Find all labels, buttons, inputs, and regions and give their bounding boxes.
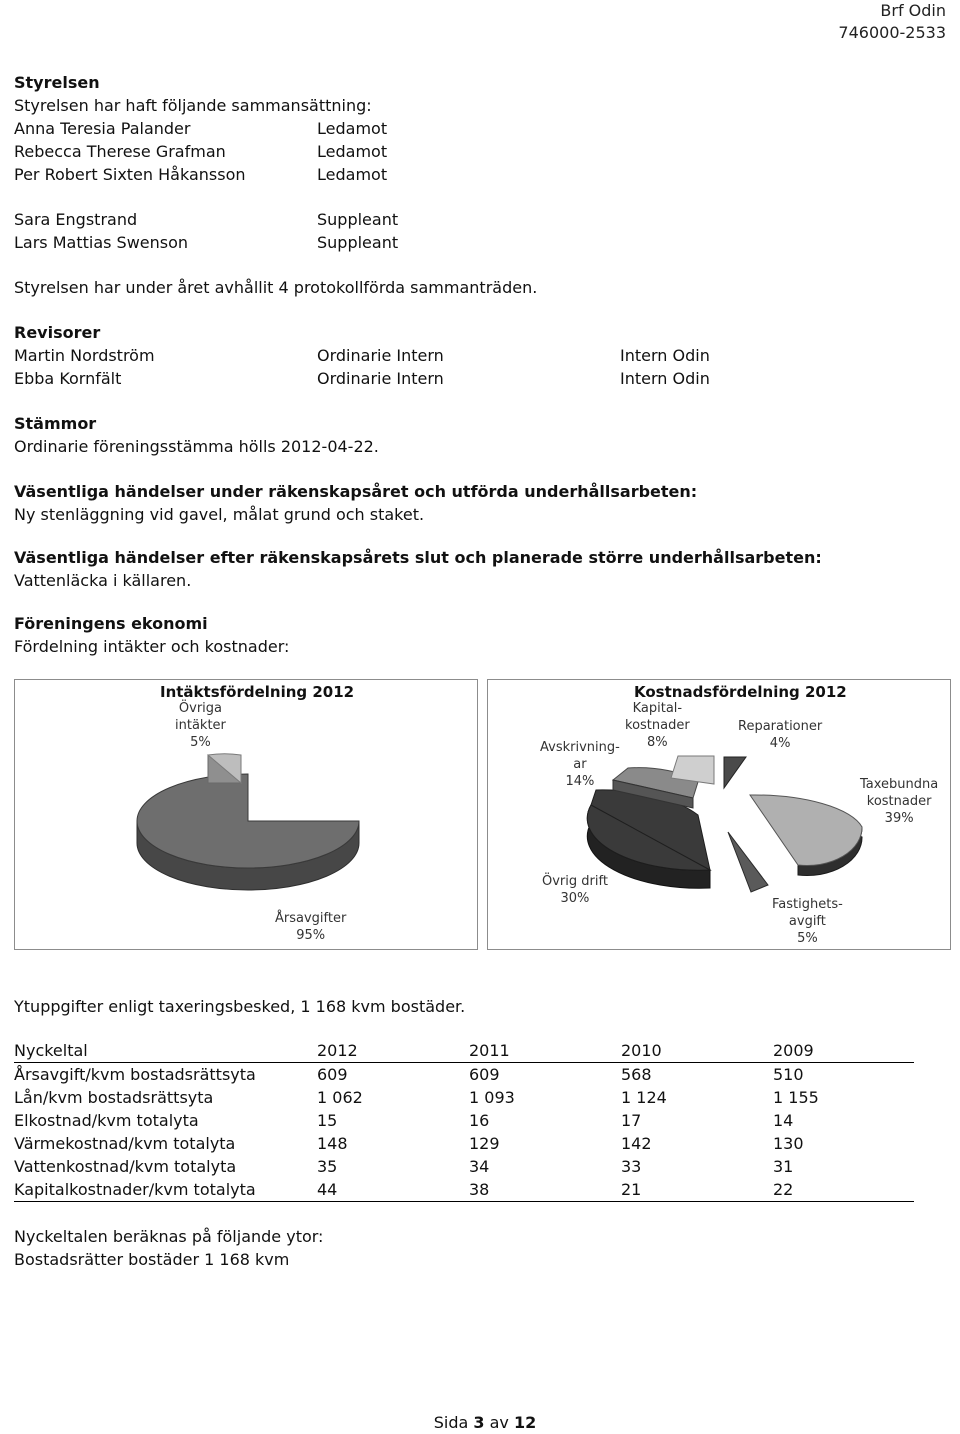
meetings-text: Ordinarie föreningsstämma hölls 2012-04-22. xyxy=(14,437,379,456)
org-name: Brf Odin xyxy=(880,1,946,20)
table-cell: 14 xyxy=(773,1111,794,1130)
table-cell: 1 155 xyxy=(773,1088,819,1107)
table-row xyxy=(14,1086,914,1109)
header-cell: 2012 xyxy=(317,1039,469,1063)
label-line: 8% xyxy=(647,735,668,750)
table-cell: 510 xyxy=(773,1065,804,1084)
member-role: Ledamot xyxy=(317,165,388,184)
table-row xyxy=(14,1063,914,1087)
table-cell: 22 xyxy=(773,1178,914,1202)
table-cell: 15 xyxy=(317,1111,338,1130)
table-cell: Lån/kvm bostadsrättsyta xyxy=(14,1088,214,1107)
member-role: Suppleant xyxy=(317,233,399,252)
label-line: Övriga xyxy=(178,701,222,716)
label-line: kostnader xyxy=(866,794,932,809)
member-name: Lars Mattias Swenson xyxy=(14,233,189,252)
table-cell: 21 xyxy=(621,1178,773,1202)
label-arsavgifter xyxy=(275,910,346,944)
member-role: Ledamot xyxy=(317,119,388,138)
table-cell: Kapitalkostnader/kvm totalyta xyxy=(14,1178,317,1202)
auditor-org: Intern Odin xyxy=(620,369,710,388)
label-avskrivningar xyxy=(540,739,620,790)
table-header-row xyxy=(14,1039,914,1063)
label-line: intäkter xyxy=(175,718,226,733)
header-cell: 2011 xyxy=(469,1039,621,1063)
table-cell: 1 124 xyxy=(621,1088,667,1107)
areas-line: Bostadsrätter bostäder 1 168 kvm xyxy=(14,1250,290,1269)
economy-title: Föreningens ekonomi xyxy=(14,614,208,633)
key-figures-table xyxy=(14,1039,914,1202)
table-cell: 1 062 xyxy=(317,1088,363,1107)
member-name: Anna Teresia Palander xyxy=(14,119,191,138)
chart-title: Kostnadsfördelning 2012 xyxy=(634,683,847,701)
member-name: Sara Engstrand xyxy=(14,210,138,229)
table-cell: 130 xyxy=(773,1134,804,1153)
income-chart xyxy=(14,679,478,950)
label-line: Kapital- xyxy=(632,701,683,716)
label-line: Årsavgifter xyxy=(275,911,347,926)
table-cell: Värmekostnad/kvm totalyta xyxy=(14,1134,236,1153)
areas-intro: Nyckeltalen beräknas på följande ytor: xyxy=(14,1227,324,1246)
table-cell: 148 xyxy=(317,1134,348,1153)
table-cell: 38 xyxy=(469,1178,621,1202)
auditor-org: Intern Odin xyxy=(620,346,710,365)
label-line: Fastighets- xyxy=(772,897,843,912)
label-line: kostnader xyxy=(625,718,690,733)
events-year-title: Väsentliga händelser under räkenskapsåret och utförda underhållsarbeten: xyxy=(14,482,698,501)
pie-slice-fastighetsavgift xyxy=(728,832,768,892)
label-taxebundna xyxy=(860,776,938,827)
income-pie xyxy=(15,680,477,949)
label-line: 5% xyxy=(190,735,211,750)
table-cell: 35 xyxy=(317,1157,338,1176)
org-number: 746000-2533 xyxy=(838,23,946,42)
tax-note: Ytuppgifter enligt taxeringsbesked, 1 168 kvm bostäder. xyxy=(14,997,466,1016)
pie-slice-reparationer xyxy=(724,757,746,788)
auditor-type: Ordinarie Intern xyxy=(317,346,444,365)
table-row xyxy=(14,1178,914,1202)
label-line: avgift xyxy=(788,914,826,929)
table-cell: 31 xyxy=(773,1157,794,1176)
label-line: Taxebundna xyxy=(860,777,939,792)
page-header xyxy=(838,0,946,44)
table-cell: 1 093 xyxy=(469,1088,515,1107)
label-line: 14% xyxy=(565,774,595,789)
auditors-title: Revisorer xyxy=(14,323,101,342)
footer-total: 12 xyxy=(514,1413,537,1432)
table-cell: 16 xyxy=(469,1111,490,1130)
footer-page: 3 xyxy=(473,1413,485,1432)
chart-title: Intäktsfördelning 2012 xyxy=(160,683,355,701)
table-cell: Elkostnad/kvm totalyta xyxy=(14,1111,199,1130)
pie-slice-taxebundna xyxy=(750,795,862,866)
meetings-title: Stämmor xyxy=(14,414,97,433)
table-cell: Årsavgift/kvm bostadsrättsyta xyxy=(14,1065,256,1084)
label-line: Reparationer xyxy=(738,719,823,734)
table-cell: Vattenkostnad/kvm totalyta xyxy=(14,1157,237,1176)
table-cell: 17 xyxy=(621,1111,642,1130)
table-cell: 609 xyxy=(469,1065,500,1084)
label-line: 95% xyxy=(296,928,326,943)
label-line: 5% xyxy=(797,931,818,946)
economy-subtitle: Fördelning intäkter och kostnader: xyxy=(14,637,290,656)
auditor-type: Ordinarie Intern xyxy=(317,369,444,388)
board-title: Styrelsen xyxy=(14,73,100,92)
label-line: ar xyxy=(573,757,587,772)
label-line: 4% xyxy=(769,736,791,751)
table-cell: 44 xyxy=(317,1178,469,1202)
label-ovriga xyxy=(175,700,226,751)
label-kapitalkostnader xyxy=(625,700,690,751)
table-row xyxy=(14,1132,914,1155)
footer-middle: av xyxy=(489,1413,509,1432)
table-cell: 33 xyxy=(621,1157,642,1176)
table-cell: 609 xyxy=(317,1065,348,1084)
board-meetings: Styrelsen har under året avhållit 4 protokollförda sammanträden. xyxy=(14,278,538,297)
auditor-name: Ebba Kornfält xyxy=(14,369,122,388)
header-cell: Nyckeltal xyxy=(14,1039,317,1063)
label-line: Övrig drift xyxy=(542,874,608,889)
table-row xyxy=(14,1155,914,1178)
label-line: Avskrivning- xyxy=(540,740,620,755)
label-ovrig-drift xyxy=(542,873,608,907)
table-cell: 129 xyxy=(469,1134,500,1153)
events-after-text: Vattenläcka i källaren. xyxy=(14,571,192,590)
header-cell: 2010 xyxy=(621,1039,773,1063)
events-year-text: Ny stenläggning vid gavel, målat grund och staket. xyxy=(14,505,425,524)
member-role: Suppleant xyxy=(317,210,399,229)
table-row xyxy=(14,1109,914,1132)
table-cell: 142 xyxy=(621,1134,652,1153)
label-fastighetsavgift xyxy=(772,896,843,947)
footer-prefix: Sida xyxy=(433,1413,469,1432)
header-cell: 2009 xyxy=(773,1039,914,1063)
label-line: 30% xyxy=(560,891,590,906)
label-line: 39% xyxy=(884,811,914,826)
member-role: Ledamot xyxy=(317,142,388,161)
table-cell: 568 xyxy=(621,1065,652,1084)
cost-chart xyxy=(487,679,951,950)
member-name: Per Robert Sixten Håkansson xyxy=(14,165,246,184)
board-intro: Styrelsen har haft följande sammansättning: xyxy=(14,96,372,115)
member-name: Rebecca Therese Grafman xyxy=(14,142,226,161)
table-cell: 34 xyxy=(469,1157,490,1176)
pie-slice-arsavgifter xyxy=(137,774,359,868)
page-footer xyxy=(0,1413,960,1432)
events-after-title: Väsentliga händelser efter räkenskapsårets slut och planerade större underhållsarbeten: xyxy=(14,548,822,567)
auditor-name: Martin Nordström xyxy=(14,346,155,365)
label-reparationer xyxy=(738,718,822,752)
